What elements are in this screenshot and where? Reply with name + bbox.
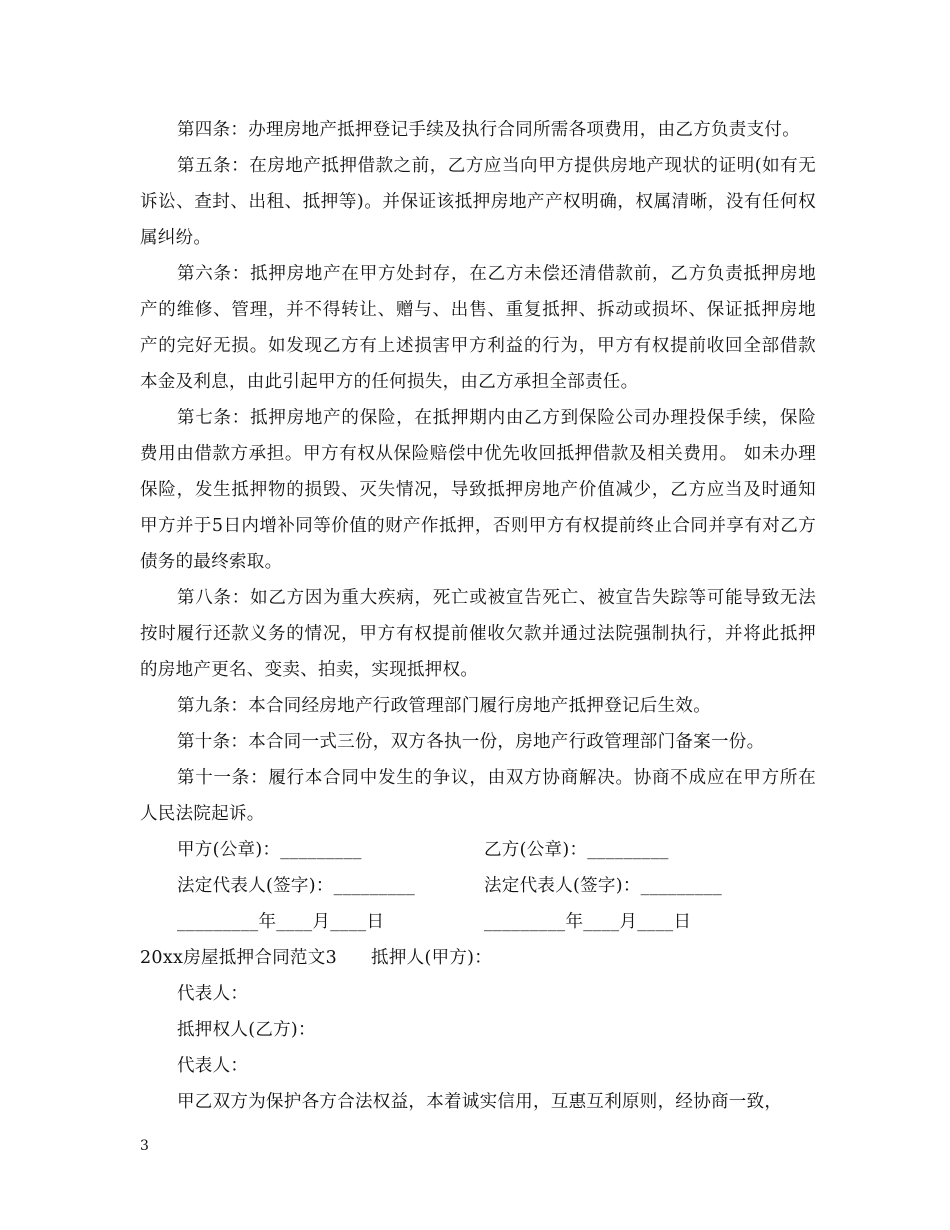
party-a-seal: 甲方(公章)：_________ xyxy=(177,840,362,860)
article-5: 第五条：在房地产抵押借款之前，乙方应当向甲方提供房地产现状的证明(如有无诉讼、查封、出租、抵押等)。并保证该抵押房地产产权明确，权属清晰，没有任何权属纠纷。 xyxy=(140,156,816,248)
article-7: 第七条：抵押房地产的保险，在抵押期内由乙方到保险公司办理投保手续，保险费用由借款方承担。甲方有权从保险赔偿中优先收回抵押借款及相关费用。 如未办理保险，发生抵押物的损毁、灭失情况，导致抵押房地产价值减少，乙方应当及时通知甲方并于5日内增补同等价值的财产作抵押，否则甲方有权提前终止合同并享有对乙方债务的最终索取。 xyxy=(140,408,816,572)
article-9: 第九条：本合同经房地产行政管理部门履行房地产抵押登记后生效。 xyxy=(177,696,711,716)
party-b-representative: 法定代表人(签字)：_________ xyxy=(484,876,723,896)
next-contract-heading xyxy=(140,940,816,976)
page-number: 3 xyxy=(140,1138,149,1154)
article-8: 第八条：如乙方因为重大疾病，死亡或被宣告死亡、被宣告失踪等可能导致无法按时履行还款义务的情况，甲方有权提前催收欠款并通过法院强制执行，并将此抵押的房地产更名、变卖、拍卖，实现抵押权。 xyxy=(140,588,816,680)
representative-1: 代表人： xyxy=(177,984,249,1004)
article-6: 第六条：抵押房地产在甲方处封存，在乙方未偿还清借款前，乙方负责抵押房地产的维修、管理，并不得转让、赠与、出售、重复抵押、拆动或损坏、保证抵押房地产的完好无损。如发现乙方有上述损害甲方利益的行为，甲方有权提前收回全部借款本金及利息，由此引起甲方的任何损失，由乙方承担全部责任。 xyxy=(140,264,816,392)
representative-2: 代表人： xyxy=(177,1056,249,1076)
party-a-representative: 法定代表人(签字)：_________ xyxy=(177,876,416,896)
party-a-date: _________年____月____日 xyxy=(177,912,385,932)
article-11: 第十一条：履行本合同中发生的争议，由双方协商解决。协商不成应在甲方所在人民法院起诉。 xyxy=(140,768,816,824)
article-10: 第十条：本合同一式三份，双方各执一份，房地产行政管理部门备案一份。 xyxy=(177,732,765,752)
signature-date-row xyxy=(140,904,816,940)
article-4: 第四条：办理房地产抵押登记手续及执行合同所需各项费用，由乙方负责支付。 xyxy=(177,120,800,140)
signature-seal-row xyxy=(140,832,816,868)
party-b-seal: 乙方(公章)：_________ xyxy=(484,840,669,860)
signature-rep-row xyxy=(140,868,816,904)
contract-intro: 甲乙双方为保护各方合法权益，本着诚实信用，互惠互利原则，经协商一致， xyxy=(177,1092,783,1112)
next-contract-title: 20xx房屋抵押合同范文3 xyxy=(140,948,338,968)
mortgagee-label: 抵押权人(乙方)： xyxy=(177,1020,316,1040)
contract-body xyxy=(140,112,816,1120)
party-b-date: _________年____月____日 xyxy=(484,912,692,932)
mortgagor-label: 抵押人(甲方)： xyxy=(371,948,493,968)
